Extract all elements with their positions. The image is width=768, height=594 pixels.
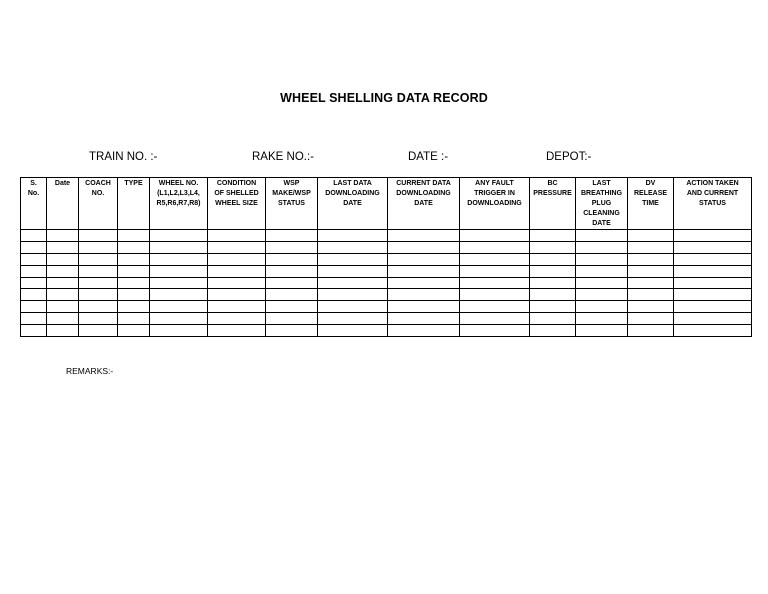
- table-row: [21, 265, 752, 277]
- table-cell[interactable]: [530, 230, 576, 242]
- table-cell[interactable]: [530, 254, 576, 266]
- table-cell[interactable]: [208, 301, 266, 313]
- table-cell[interactable]: [530, 242, 576, 254]
- table-cell[interactable]: [266, 265, 318, 277]
- table-cell[interactable]: [79, 301, 118, 313]
- column-header-label: CURRENT DATA DOWNLOADING DATE: [396, 180, 451, 208]
- column-header: [318, 178, 388, 230]
- table-cell[interactable]: [47, 313, 79, 325]
- table-cell[interactable]: [47, 230, 79, 242]
- column-header-label: LAST BREATHING PLUG CLEANING DATE: [580, 180, 623, 228]
- table-cell[interactable]: [318, 289, 388, 301]
- table-cell[interactable]: [79, 230, 118, 242]
- table-cell[interactable]: [118, 277, 150, 289]
- table-row: [21, 313, 752, 325]
- table-cell[interactable]: [21, 254, 47, 266]
- table-cell[interactable]: [674, 277, 752, 289]
- table-cell[interactable]: [150, 324, 208, 336]
- table-cell[interactable]: [79, 242, 118, 254]
- table-cell[interactable]: [530, 277, 576, 289]
- table-cell[interactable]: [21, 324, 47, 336]
- column-header: [530, 178, 576, 230]
- column-header-label: CONDITION OF SHELLED WHEEL SIZE: [214, 180, 259, 208]
- table-cell[interactable]: [674, 324, 752, 336]
- depot-label: DEPOT:-: [546, 151, 592, 163]
- column-header: [118, 178, 150, 230]
- table-cell[interactable]: [530, 324, 576, 336]
- table-cell[interactable]: [21, 277, 47, 289]
- table-row: [21, 254, 752, 266]
- column-header-label: Date: [54, 180, 71, 187]
- date-label: DATE :-: [408, 151, 449, 163]
- column-header: [388, 178, 460, 230]
- table-cell[interactable]: [576, 230, 628, 242]
- column-header: [47, 178, 79, 230]
- table-cell[interactable]: [118, 289, 150, 301]
- table-cell[interactable]: [388, 313, 460, 325]
- table-cell[interactable]: [118, 313, 150, 325]
- table-cell[interactable]: [47, 289, 79, 301]
- table-cell[interactable]: [47, 242, 79, 254]
- table-cell[interactable]: [388, 242, 460, 254]
- column-header-label: ANY FAULT TRIGGER IN DOWNLOADING: [467, 180, 522, 208]
- table-cell[interactable]: [21, 265, 47, 277]
- rake-no-label: RAKE NO.:-: [252, 151, 314, 163]
- table-cell[interactable]: [150, 289, 208, 301]
- table-cell[interactable]: [79, 265, 118, 277]
- table-cell[interactable]: [576, 289, 628, 301]
- table-cell[interactable]: [118, 254, 150, 266]
- column-header-label: BC PRESSURE: [533, 180, 572, 198]
- table-cell[interactable]: [628, 289, 674, 301]
- table-cell[interactable]: [208, 265, 266, 277]
- table-cell[interactable]: [388, 301, 460, 313]
- table-cell[interactable]: [460, 313, 530, 325]
- column-header: [79, 178, 118, 230]
- table-cell[interactable]: [150, 265, 208, 277]
- column-header-label: COACH NO.: [85, 180, 111, 198]
- table-cell[interactable]: [674, 242, 752, 254]
- column-header: [460, 178, 530, 230]
- column-header: [208, 178, 266, 230]
- table-cell[interactable]: [21, 242, 47, 254]
- table-cell[interactable]: [628, 324, 674, 336]
- table-cell[interactable]: [47, 301, 79, 313]
- table-cell[interactable]: [266, 289, 318, 301]
- table-cell[interactable]: [318, 254, 388, 266]
- table-cell[interactable]: [576, 277, 628, 289]
- table-cell[interactable]: [460, 289, 530, 301]
- table-cell[interactable]: [530, 301, 576, 313]
- table-cell[interactable]: [628, 242, 674, 254]
- table-cell[interactable]: [460, 301, 530, 313]
- table-cell[interactable]: [118, 265, 150, 277]
- table-cell[interactable]: [21, 230, 47, 242]
- column-header: [674, 178, 752, 230]
- table-row: [21, 301, 752, 313]
- table-cell[interactable]: [21, 313, 47, 325]
- table-cell[interactable]: [47, 324, 79, 336]
- table-cell[interactable]: [318, 324, 388, 336]
- column-header-label: DV RELEASE TIME: [633, 180, 668, 208]
- table-cell[interactable]: [21, 301, 47, 313]
- table-cell[interactable]: [79, 324, 118, 336]
- table-cell[interactable]: [628, 230, 674, 242]
- table-cell[interactable]: [674, 230, 752, 242]
- table-cell[interactable]: [388, 230, 460, 242]
- table-cell[interactable]: [576, 265, 628, 277]
- table-cell[interactable]: [530, 289, 576, 301]
- table-cell[interactable]: [150, 301, 208, 313]
- table-row: [21, 230, 752, 242]
- table-cell[interactable]: [266, 324, 318, 336]
- table-cell[interactable]: [576, 313, 628, 325]
- column-header-label: ACTION TAKEN AND CURRENT STATUS: [686, 180, 739, 208]
- table-body: [21, 230, 752, 336]
- table-cell[interactable]: [208, 254, 266, 266]
- table-row: [21, 324, 752, 336]
- table-cell[interactable]: [118, 230, 150, 242]
- table-cell[interactable]: [628, 313, 674, 325]
- table-cell[interactable]: [674, 301, 752, 313]
- table-cell[interactable]: [208, 277, 266, 289]
- table-cell[interactable]: [318, 265, 388, 277]
- table-cell[interactable]: [118, 324, 150, 336]
- table-cell[interactable]: [460, 242, 530, 254]
- table-cell[interactable]: [47, 277, 79, 289]
- table-cell[interactable]: [266, 301, 318, 313]
- table-cell[interactable]: [318, 313, 388, 325]
- column-header-label: LAST DATA DOWNLOADING DATE: [325, 180, 380, 208]
- table-cell[interactable]: [674, 265, 752, 277]
- table-cell[interactable]: [318, 301, 388, 313]
- table-cell[interactable]: [21, 289, 47, 301]
- table-cell[interactable]: [530, 265, 576, 277]
- table-cell[interactable]: [388, 265, 460, 277]
- table-cell[interactable]: [576, 301, 628, 313]
- table-cell[interactable]: [460, 254, 530, 266]
- table-cell[interactable]: [266, 242, 318, 254]
- table-cell[interactable]: [150, 254, 208, 266]
- table-cell[interactable]: [460, 265, 530, 277]
- table-cell[interactable]: [460, 277, 530, 289]
- column-header-label: S. No.: [27, 180, 40, 198]
- table-cell[interactable]: [388, 277, 460, 289]
- column-header: [266, 178, 318, 230]
- table-cell[interactable]: [318, 277, 388, 289]
- table-cell[interactable]: [388, 254, 460, 266]
- table-cell[interactable]: [674, 313, 752, 325]
- table-cell[interactable]: [150, 313, 208, 325]
- table-cell[interactable]: [118, 301, 150, 313]
- table-cell[interactable]: [150, 242, 208, 254]
- table-cell[interactable]: [460, 324, 530, 336]
- table-cell[interactable]: [628, 277, 674, 289]
- table-cell[interactable]: [576, 254, 628, 266]
- column-header: [21, 178, 47, 230]
- table-cell[interactable]: [150, 277, 208, 289]
- table-cell[interactable]: [460, 230, 530, 242]
- table-cell[interactable]: [150, 230, 208, 242]
- table-cell[interactable]: [118, 242, 150, 254]
- table-cell[interactable]: [628, 254, 674, 266]
- document-title: WHEEL SHELLING DATA RECORD: [280, 91, 488, 105]
- table-cell[interactable]: [208, 313, 266, 325]
- table-row: [21, 289, 752, 301]
- table-cell[interactable]: [388, 289, 460, 301]
- remarks-label: REMARKS:-: [66, 366, 114, 376]
- table-cell[interactable]: [266, 277, 318, 289]
- column-header: [628, 178, 674, 230]
- table-cell[interactable]: [576, 324, 628, 336]
- table-cell[interactable]: [674, 289, 752, 301]
- table-cell[interactable]: [79, 254, 118, 266]
- table-cell[interactable]: [266, 313, 318, 325]
- table-cell[interactable]: [628, 301, 674, 313]
- table-cell[interactable]: [628, 265, 674, 277]
- wheel-shelling-table: [20, 177, 752, 337]
- column-header: [576, 178, 628, 230]
- table-cell[interactable]: [266, 254, 318, 266]
- table-cell[interactable]: [47, 265, 79, 277]
- table-cell[interactable]: [208, 324, 266, 336]
- column-header-label: WSP MAKE/WSP STATUS: [272, 180, 311, 208]
- table-cell[interactable]: [266, 230, 318, 242]
- column-header-label: WHEEL NO. (L1,L2,L3,L4, R5,R6,R7,R8): [156, 180, 201, 208]
- table-cell[interactable]: [208, 230, 266, 242]
- table-cell[interactable]: [388, 324, 460, 336]
- table-cell[interactable]: [79, 289, 118, 301]
- column-header-label: TYPE: [124, 180, 143, 187]
- table-header-row: [21, 178, 752, 230]
- table-cell[interactable]: [47, 254, 79, 266]
- table-row: [21, 242, 752, 254]
- table-cell[interactable]: [208, 289, 266, 301]
- table-cell[interactable]: [79, 313, 118, 325]
- train-no-label: TRAIN NO. :-: [89, 151, 158, 163]
- table-row: [21, 277, 752, 289]
- table-cell[interactable]: [318, 242, 388, 254]
- column-header: [150, 178, 208, 230]
- table-cell[interactable]: [79, 277, 118, 289]
- table-cell[interactable]: [208, 242, 266, 254]
- table-cell[interactable]: [674, 254, 752, 266]
- table-cell[interactable]: [318, 230, 388, 242]
- table-cell[interactable]: [530, 313, 576, 325]
- table-cell[interactable]: [576, 242, 628, 254]
